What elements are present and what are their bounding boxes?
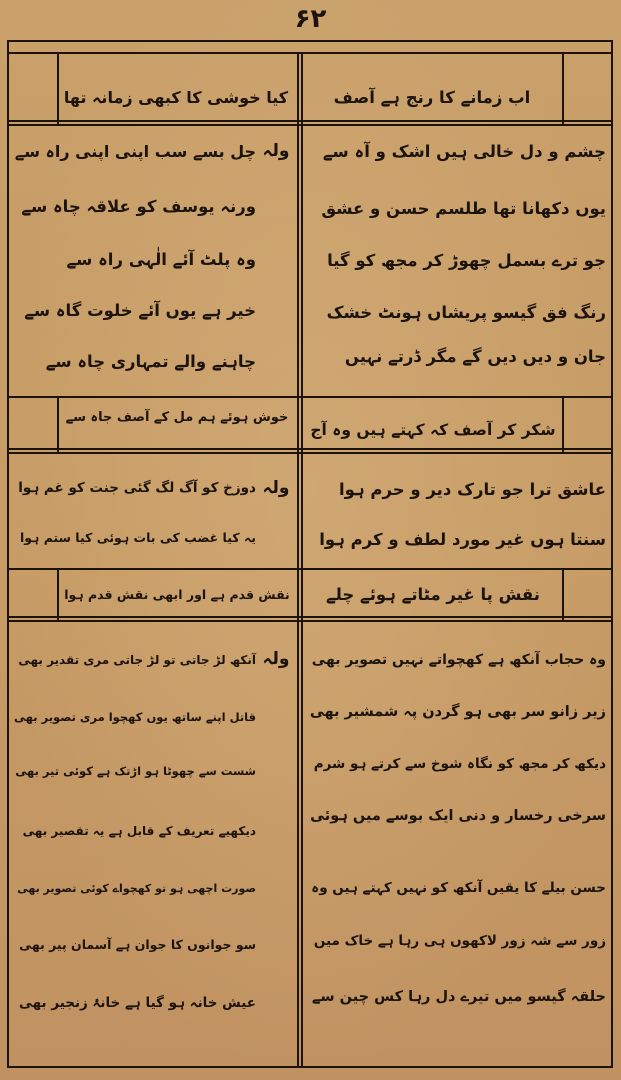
wala-label: ولہ [262, 141, 290, 161]
verse-left: آنکھ لڑ جاتی تو لڑ جاتی مری تقدیر بھی [18, 653, 256, 667]
verse-left: چل بسے سب اپنی اپنی راہ سے [14, 142, 256, 161]
wala-label: ولہ [262, 478, 290, 498]
heading-right: اب زمانے کا رنج ہے آصف [333, 88, 531, 107]
row-rule [7, 448, 613, 450]
row-rule [7, 396, 613, 398]
verse-left: شست سے چھوٹا ہو اڑتک ہے کوئی تیر بھی [15, 764, 256, 778]
verse-right: زور سے شہ زور لاکھوں ہی رہا ہے خاک میں [313, 933, 606, 949]
verse-right: سرخی رخسار و دنی ایک بوسے میں ہوئی [310, 808, 606, 824]
verse-left: سو جوانوں کا جوان ہے آسمان پیر بھی [19, 937, 256, 952]
footer-left: خوش ہوئے ہم مل کے آصف جاہ سے [65, 410, 289, 425]
verse-left: دوزخ کو آگ لگ گئی جنت کو غم ہوا [18, 480, 256, 496]
verse-right: جو ترے بسمل چھوڑ کر مجھ کو گیا [327, 251, 606, 270]
wala-label: ولہ [262, 649, 290, 669]
heading-box-edge [57, 568, 59, 620]
footer-left: نقش قدم ہے اور ابھی نقش قدم ہوا [64, 587, 290, 602]
heading-box-edge [562, 52, 564, 124]
verse-right: سنتا ہوں غیر مورد لطف و کرم ہوا [319, 530, 606, 549]
row-rule [7, 568, 613, 570]
heading-box-edge [57, 52, 59, 124]
footer-right: شکر کر آصف کہ کہتے ہیں وہ آج [310, 421, 556, 439]
verse-right: یوں دکھانا تھا طلسم حسن و عشق [321, 199, 606, 218]
verse-left: یہ کیا غضب کی بات ہوئی کیا ستم ہوا [19, 530, 256, 545]
verse-left: عیش خانہ ہو گیا ہے خانۂ زنجیر بھی [18, 995, 256, 1011]
verse-right: زیر زانو سر بھی ہو گردن پہ شمشیر بھی [309, 704, 606, 720]
column-divider [297, 52, 299, 1068]
heading-left: کیا خوشی کا کبھی زمانہ تھا [63, 88, 289, 107]
verse-left: دیکھیے تعریف کے قابل ہے یہ تقصیر بھی [22, 824, 256, 838]
verse-left: وہ پلٹ آئے الٰہی راہ سے [66, 250, 256, 269]
row-rule [7, 120, 613, 122]
heading-box-edge [562, 568, 564, 620]
verse-left: صورت اچھی ہو تو کھچواے کوئی تصویر بھی [17, 882, 256, 895]
row-rule [7, 52, 613, 54]
verse-left: خیر ہے یوں آئے خلوت گاہ سے [24, 301, 256, 320]
column-divider [301, 52, 303, 1068]
verse-right: حلقہ گیسو میں تیرے دل رہا کس چین سے [311, 989, 606, 1005]
page-number: ۶۲ [294, 4, 327, 34]
verse-right: وہ حجاب آنکھ ہے کھچواتے نہیں تصویر بھی [311, 652, 606, 668]
heading-box-edge [562, 396, 564, 452]
verse-right: رنگ فق گیسو پریشاں ہونٹ خشک [326, 303, 606, 322]
verse-left: ورنہ یوسف کو علاقہ چاہ سے [21, 197, 256, 216]
verse-right: جان و دیں دیں گے مگر ڈرتے نہیں [344, 347, 606, 366]
verse-left: قاتل اپنے ساتھ یوں کھچوا مری تصویر بھی [14, 710, 256, 724]
verse-right: عاشق ترا جو تارک دیر و حرم ہوا [338, 480, 606, 499]
footer-right: نقش پا غیر مٹاتے ہوئے چلے [326, 585, 540, 604]
verse-right: حسن بیلے کا یقیں آنکھ کو نہیں کہتے ہیں وہ [311, 880, 606, 896]
verse-right: دیکھ کر مجھ کو نگاہ شوخ سے کرتے ہو شرم [313, 756, 606, 772]
row-rule [7, 616, 613, 618]
verse-left: چاہنے والے تمہاری چاہ سے [45, 352, 256, 371]
page-frame [7, 40, 613, 1068]
verse-right: چشم و دل خالی ہیں اشک و آہ سے [322, 142, 606, 161]
heading-box-edge [57, 396, 59, 452]
